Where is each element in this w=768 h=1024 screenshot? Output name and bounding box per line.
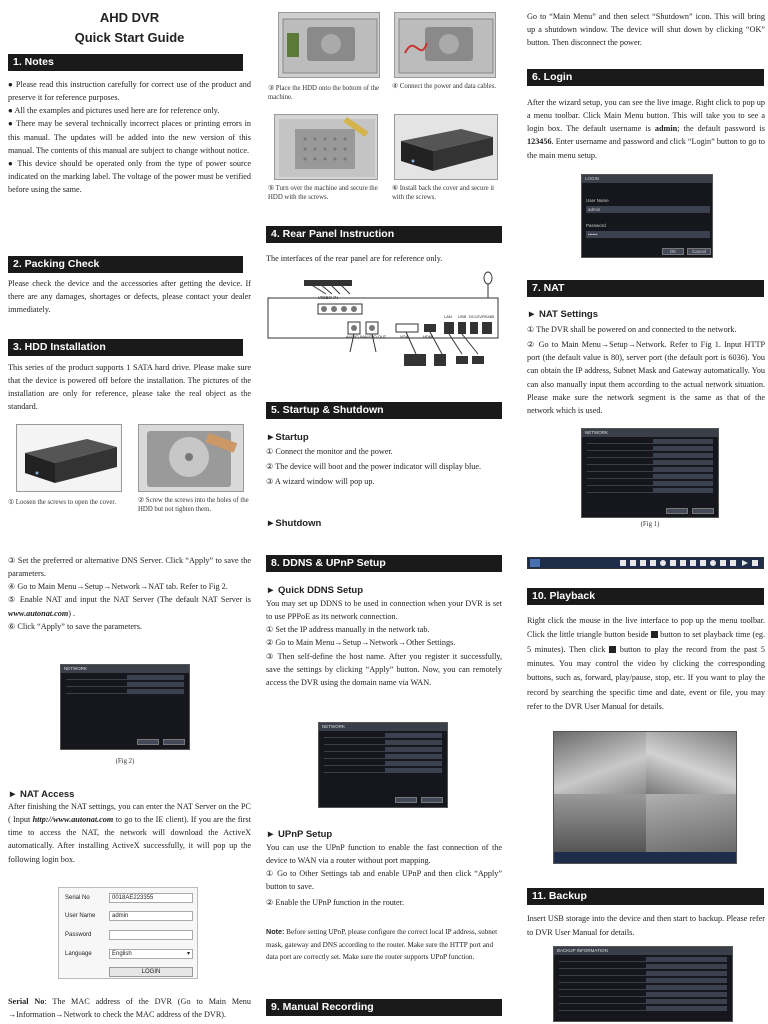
chevron-down-icon: ▾: [186, 951, 190, 957]
nat-step-3: ③ Set the preferred or alternative DNS Server. Click “Apply” to save the parameters.: [8, 556, 251, 579]
hdd-step-6: ⑥ Install back the cover and secure it with the screws.: [392, 185, 495, 202]
label-audio-out: AUDIO OUT: [364, 334, 387, 339]
nat-settings-title: ► NAT Settings: [527, 309, 598, 320]
dvr-cover-image: [395, 115, 498, 180]
nat-heading: 7. NAT: [527, 280, 764, 297]
note-text: Before setting UPnP, please configure the correct local IP address, subnet mask, gateway and DNS according to the router. Make sure the HTTP port and data port are correctly set. Make sure the router supports UPnP function.: [266, 928, 498, 962]
notes-item-3: ● There may be several technically incorrect places or printing errors in this manual. The updates will be added into the new version of this manual. The contents of this manual are subject to change without notice.: [8, 119, 251, 155]
hdd-photo-2: [138, 424, 244, 492]
nat-step-4: ④ Go to Main Menu→Setup→Network→NAT tab. Refer to Fig 2.: [8, 582, 228, 592]
label-audio-in: AUDIO IN: [346, 334, 364, 339]
note-label: Note:: [266, 927, 285, 936]
main-menu-icon[interactable]: [530, 559, 540, 567]
ddns-intro: You may set up DDNS to be used in connection when your DVR is set to use PPPoE as its network connection.: [266, 599, 502, 622]
hdd-secure-image: [275, 115, 378, 180]
nat-fig2-screen: NETWORK: [60, 664, 190, 750]
label-rs485: RS485: [482, 314, 495, 319]
doc-title-line1: AHD DVR: [99, 10, 160, 25]
shutdown-text: Go to “Main Menu” and then select “Shutdown” icon. This will bring up a shutdown window. The device will shut down by clicking “OK” button. Then disconnect the power.: [527, 12, 765, 48]
form-serial-label: Serial No: [65, 895, 90, 901]
packing-text: Please check the device and the accessories after getting the device. If there are any damages, shortages or defects, please contact your dealer immediately.: [8, 279, 251, 315]
playback-text: Right click the mouse in the live interface to pop up the menu toolbar. Click the little triangle button beside button to set playback time (eg. 5 minutes). Then click button to play the record from the past 5 minutes. You may control the video by clicking the corresponding buttons, such as, forward, play/pause, stop, etc. If you want to play the record by searching the specific time and date, event or file, you may refer to the DVR User Manual for details.: [527, 616, 765, 712]
ddns-heading: 8. DDNS & UPnP Setup: [266, 555, 502, 572]
label-usb: USB: [458, 314, 467, 319]
label-lan: LAN: [444, 314, 452, 319]
nat-step-6: ⑥ Click “Apply” to save the parameters.: [8, 621, 142, 631]
ddns-text: [266, 597, 502, 689]
doc-title: [8, 8, 251, 47]
login-screen-pass-input[interactable]: ••••••: [586, 231, 710, 238]
notes-item-2: ● All the examples and pictures used here are for reference only.: [8, 106, 220, 116]
notes-item-1: ● Please read this instruction carefully for correct use of the product and preserve it for reference purposes.: [8, 80, 251, 103]
hdd-photo-6: [394, 114, 498, 180]
login-screen-user-label: User Name: [586, 198, 609, 203]
form-lang-label: Language: [65, 951, 92, 957]
playback-screen: [553, 731, 737, 864]
backup-heading: 11. Backup: [527, 888, 764, 905]
nat-server-url: www.autonat.com: [8, 608, 69, 618]
startup-step-3: ③ A wizard window will pop up.: [266, 477, 375, 487]
nat-steps-b: [8, 554, 251, 633]
shutdown-title: ►Shutdown: [266, 518, 322, 529]
hdd-heading: 3. HDD Installation: [8, 339, 243, 356]
form-user-label: User Name: [65, 913, 96, 919]
playback-heading: 10. Playback: [527, 588, 764, 605]
form-pass-label: Password: [65, 932, 92, 938]
hdd-step-1: ① Loosen the screws to open the cover.: [8, 499, 117, 506]
nat-steps: [527, 323, 765, 417]
form-login-button[interactable]: LOGIN: [109, 967, 193, 977]
notes-item-4: ● This device should be operated only from the type of power source indicated on the marking label. The voltage of the power must be verified before using the same.: [8, 158, 251, 194]
form-pass-input[interactable]: [109, 930, 193, 940]
nat-access-title: ► NAT Access: [8, 789, 75, 800]
dvr-case-image: [17, 425, 122, 492]
nat-fig1-screen: NETWORK: [581, 428, 719, 518]
hdd-step-4: ④ Connect the power and data cables.: [392, 83, 497, 90]
doc-title-line2: Quick Start Guide: [74, 29, 185, 45]
nat-step-1: ① The DVR shall be powered on and connected to the network.: [527, 325, 737, 334]
login-screen-user-input[interactable]: admin: [586, 206, 710, 213]
serial-note: Serial No: The MAC address of the DVR (Go to Main Menu →Information→Network to check the MAC address of the DVR).: [8, 997, 251, 1020]
hdd-photo-5: [274, 114, 378, 180]
hdd-step-5: ⑤ Turn over the machine and secure the HDD with the screws.: [268, 185, 378, 202]
notes-heading: 1. Notes: [8, 54, 243, 71]
form-lang-select[interactable]: English ▾: [109, 949, 193, 959]
upnp-title: ► UPnP Setup: [266, 829, 333, 840]
login-text: After the wizard setup, you can see the live image. Right click to pop up a menu toolbar. Click Main Menu button. This will take you to see a login box. The default username is admin; the default password is 123456. Enter username and password and click “Login” button to go to the main menu setup.: [527, 98, 765, 160]
ddns-screen: NETWORK: [318, 722, 448, 808]
default-username: admin: [654, 124, 678, 134]
nat-step-5: ⑤ Enable NAT and input the NAT Server (The default NAT Server is www.autonat.com) .: [8, 595, 251, 618]
default-password: 123456: [527, 137, 552, 147]
nat-login-form: [58, 887, 198, 979]
startup-step-1: ① Connect the monitor and the power.: [266, 447, 393, 456]
nat-step-2: ② Go to Main Menu→Setup→Network. Refer to Fig 1. Input HTTP port (the default value is 80), server port (the default port is 6036). You can obtain the IP address, Subnet Mask and Gateway automatically. You can also manually input them according to the actual network situation. Please make sure the network segment is the same as that of the network which is used.: [527, 340, 765, 415]
hdd-photo-4: [394, 12, 496, 78]
login-heading: 6. Login: [527, 69, 764, 86]
login-screen: [581, 174, 713, 258]
login-screen-title: LOGIN: [582, 175, 712, 183]
hdd-photo-3: [278, 12, 380, 78]
hdd-step-3: ③ Place the HDD onto the bottom of the machine.: [268, 85, 380, 102]
form-serial-input[interactable]: 0018AE223355: [109, 893, 193, 903]
hdd-step-2: ② Screw the screws into the holes of the HDD but not tighten them.: [138, 497, 249, 514]
fig1-caption: (Fig 1): [640, 521, 660, 528]
startup-steps: [266, 444, 502, 490]
label-video-in: VIDEO IN: [318, 295, 338, 300]
hdd-cable-image: [395, 13, 496, 78]
upnp-text: [266, 841, 502, 909]
ddns-step-2: ② Go to Main Menu→Setup→Network→Other Settings.: [266, 638, 456, 648]
backup-screen: BACKUP INFORMATION: [553, 946, 733, 1022]
rear-text: The interfaces of the rear panel are for reference only.: [266, 254, 443, 263]
backup-text: Insert USB storage into the device and then start to backup. Please refer to DVR User Manual for details.: [527, 914, 765, 938]
manual-recording-heading: 9. Manual Recording: [266, 999, 502, 1016]
menu-toolbar: [527, 557, 764, 569]
ddns-step-1: ① Set the IP address manually in the network tab.: [266, 625, 430, 635]
nat-access-text: After finishing the NAT settings, you can enter the NAT Server on the PC ( Input http://www.autonat.com to go to the IE client). If you are the first time to access the NAT, the network will download the ActiveX automatically. After installing ActiveX successfully, it will pop up the following login box.: [8, 802, 251, 864]
label-dc12v: DC12V: [469, 314, 482, 319]
login-screen-ok-button[interactable]: OK: [662, 248, 684, 255]
rear-panel-svg: [266, 270, 502, 370]
upnp-intro: You can use the UPnP function to enable the fast connection of the device to WAN via a router without port mapping.: [266, 843, 502, 866]
notes-text: [8, 78, 251, 196]
upnp-note: [266, 926, 502, 964]
login-screen-pass-label: Password: [586, 223, 606, 228]
form-user-input[interactable]: admin: [109, 911, 193, 921]
ddns-step-3: ③ Then self-define the host name. After you register it successfully, save the settings by clicking “Apply” button. Now, you can remotely access the DVR using the domain name via WAN.: [266, 651, 502, 687]
label-hdmi: HDMI: [423, 334, 434, 339]
hdd-screw-image: [139, 425, 244, 492]
startup-step-2: ② The device will boot and the power indicator will display blue.: [266, 462, 482, 472]
fig2-caption: (Fig 2): [115, 758, 135, 765]
rear-heading: 4. Rear Panel Instruction: [266, 226, 502, 243]
label-vga: VGA: [400, 334, 409, 339]
hdd-photo-1: [16, 424, 122, 492]
play-time-button-icon: [651, 631, 658, 638]
rear-panel-diagram: [266, 270, 502, 370]
upnp-step-1: ① Go to Other Settings tab and enable UPnP and then click “Apply” button to save.: [266, 869, 502, 892]
hdd-place-image: [279, 13, 380, 78]
packing-heading: 2. Packing Check: [8, 256, 243, 273]
startup-heading: 5. Startup & Shutdown: [266, 402, 502, 419]
nat-access-url: http://www.autonat.com: [32, 815, 114, 825]
startup-title: ►Startup: [266, 432, 309, 443]
login-screen-cancel-button[interactable]: Cancel: [687, 248, 711, 255]
hdd-text: This series of the product supports 1 SATA hard drive. Please make sure that the device is powered off before the installation. The pictures of the installation are only for reference, please take the real object as the standard.: [8, 363, 251, 412]
upnp-step-2: ② Enable the UPnP function in the router.: [266, 897, 405, 907]
toolbar-buttons: [618, 559, 762, 568]
quick-ddns-title: ► Quick DDNS Setup: [266, 585, 364, 596]
